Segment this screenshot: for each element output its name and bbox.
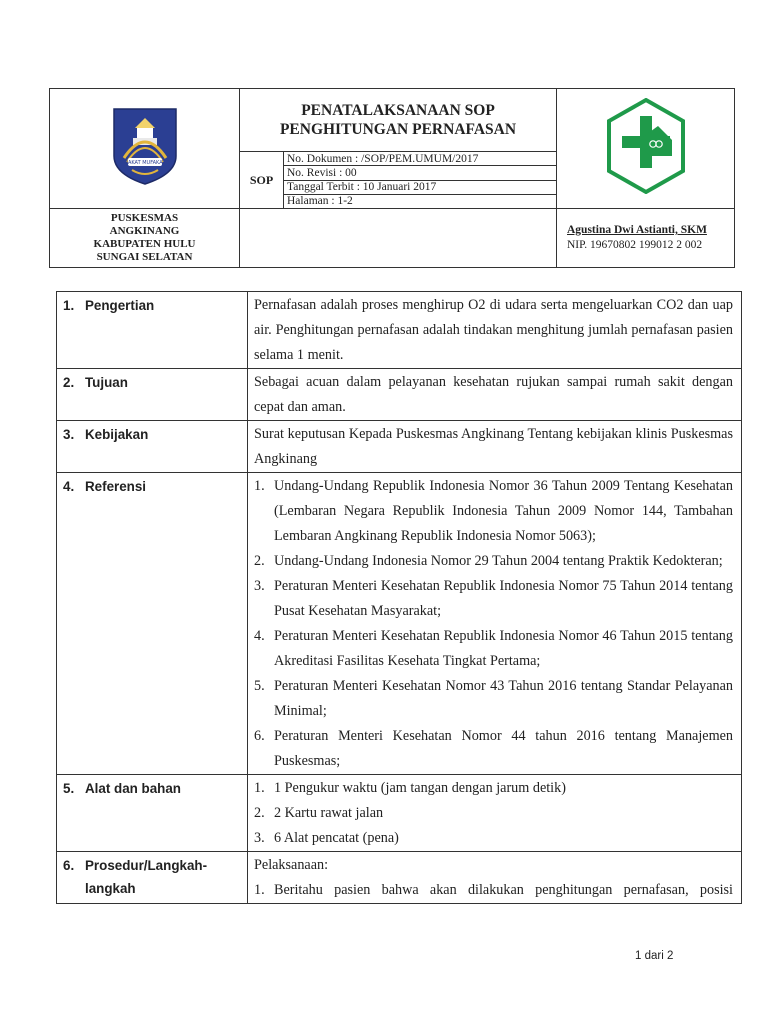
- list-item: 2. Undang-Undang Indonesia Nomor 29 Tahun 2004 tentang Praktik Kedokteran;: [254, 553, 723, 569]
- section-text: Surat keputusan Kepada Puskesmas Angkinang Tentang kebijakan klinis Puskesmas Angkinang: [248, 421, 742, 473]
- list-item: 1. Beritahu pasien bahwa akan dilakukan penghitungan pernafasan, posisi: [254, 882, 733, 898]
- regency-emblem-cell: [50, 89, 240, 209]
- list-item: 1. Undang-Undang Republik Indonesia Nomor 36 Tahun 2009 Tentang Kesehatan (Lembaran Negara Republik Indonesia Tahun 2009 Nomor 144, Tambahan Lembaran Angkinang Republik Indonesia Nomor 5063);: [254, 478, 733, 544]
- list-item: 2. 2 Kartu rawat jalan: [254, 805, 384, 821]
- list-item: 3. Peraturan Menteri Kesehatan Republik Indonesia Nomor 75 Tahun 2014 tentang Pusat Kesehatan Masyarakat;: [254, 578, 733, 619]
- section-list-cell: [248, 852, 742, 904]
- prosedur-intro: Pelaksanaan:: [254, 857, 329, 873]
- section-list-cell: [248, 473, 742, 775]
- list-item: 4. Peraturan Menteri Kesehatan Republik Indonesia Nomor 46 Tahun 2015 tentang Akreditasi Fasilitas Kesehata Tingkat Pertama;: [254, 628, 733, 669]
- section-label: 4. Referensi: [57, 473, 248, 775]
- organization-name: PUSKESMAS ANGKINANG KABUPATEN HULU SUNGAI SELATAN: [50, 208, 240, 267]
- puskesmas-logo-icon: [606, 98, 686, 194]
- tanggal-terbit: Tanggal Terbit : 10 Januari 2017: [284, 180, 557, 194]
- no-revisi: No. Revisi : 00: [284, 166, 557, 180]
- signature-blank: [240, 208, 557, 267]
- document-title: PENATALAKSANAAN SOP PENGHITUNGAN PERNAFASAN: [240, 89, 557, 152]
- emblem-motto: RAKAT MUFAKAT: [124, 159, 165, 166]
- section-text: Pernafasan adalah proses menghirup O2 di udara serta mengeluarkan CO2 dan uap air. Penghitungan pernafasan adalah tindakan menghitung jumlah pernafasan pasien selama 1 menit.: [248, 292, 742, 369]
- regency-emblem-icon: [110, 106, 180, 186]
- halaman: Halaman : 1-2: [284, 194, 557, 208]
- no-dokumen: No. Dokumen : /SOP/PEM.UMUM/2017: [284, 152, 557, 166]
- section-label: 2. Tujuan: [57, 369, 248, 421]
- list-item: 5. Peraturan Menteri Kesehatan Nomor 43 Tahun 2016 tentang Standar Pelayanan Minimal;: [254, 678, 733, 719]
- list-item: 1. 1 Pengukur waktu (jam tangan dengan jarum detik): [254, 780, 566, 796]
- sop-content-table: [56, 291, 742, 904]
- section-referensi: [57, 473, 742, 775]
- signatory: [557, 208, 735, 267]
- section-label: 6. Prosedur/Langkah- langkah: [57, 852, 248, 904]
- section-tujuan: [57, 369, 742, 421]
- section-pengertian: [57, 292, 742, 369]
- section-kebijakan: [57, 421, 742, 473]
- section-label: 5. Alat dan bahan: [57, 775, 248, 852]
- list-item: 6. Peraturan Menteri Kesehatan Nomor 44 tahun 2016 tentang Manajemen Puskesmas;: [254, 728, 733, 769]
- section-text: Sebagai acuan dalam pelayanan kesehatan rujukan sampai rumah sakit dengan cepat dan aman.: [248, 369, 742, 421]
- list-item: 3. 6 Alat pencatat (pena): [254, 830, 399, 846]
- section-alat-bahan: [57, 775, 742, 852]
- section-label: 3. Kebijakan: [57, 421, 248, 473]
- section-list-cell: [248, 775, 742, 852]
- signer-name: Agustina Dwi Astianti, SKM: [567, 223, 707, 236]
- signer-nip: NIP. 19670802 199012 2 002: [567, 238, 703, 251]
- header-table: [49, 88, 735, 268]
- puskesmas-logo-cell: [557, 89, 735, 209]
- sop-label: SOP: [240, 152, 284, 208]
- section-prosedur: [57, 852, 742, 904]
- page-number: 1 dari 2: [635, 950, 674, 962]
- section-label: 1. Pengertian: [57, 292, 248, 369]
